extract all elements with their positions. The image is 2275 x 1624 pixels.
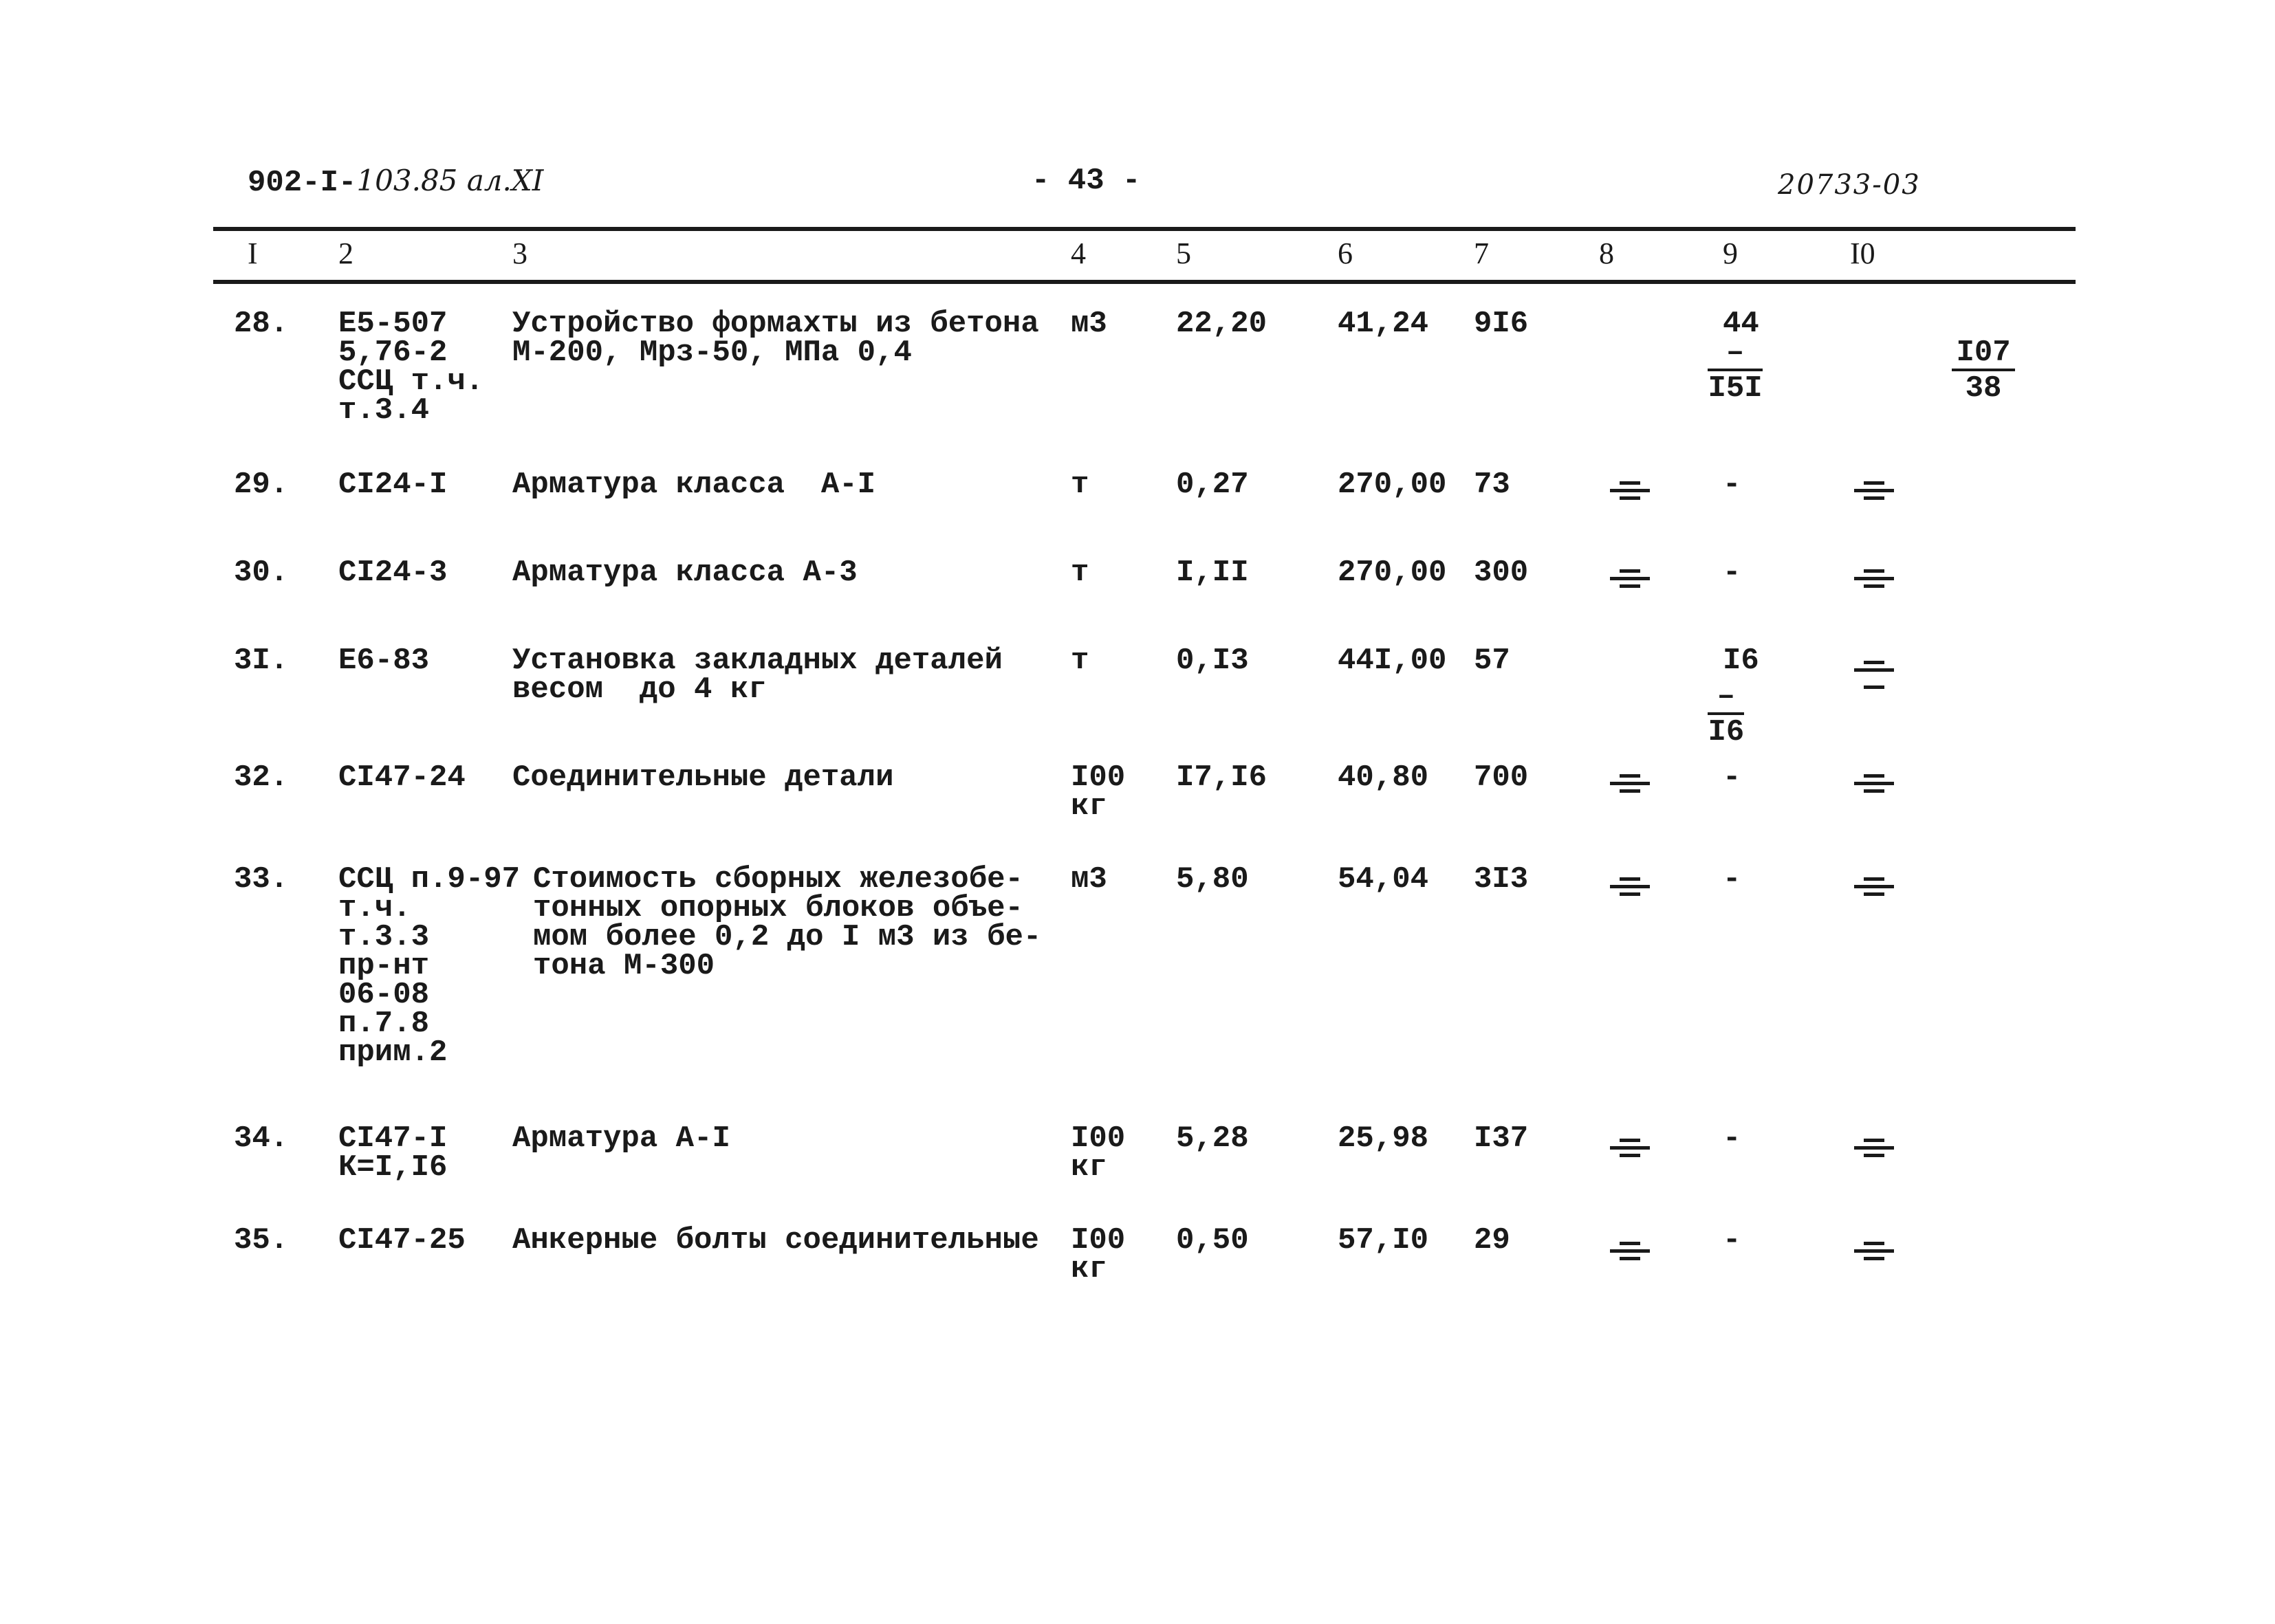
table-header-rule bbox=[213, 280, 2076, 284]
row-number: 35. bbox=[234, 1223, 289, 1258]
row-name: Арматура А-I bbox=[512, 1121, 730, 1156]
row-code: Е6-83 bbox=[338, 644, 430, 678]
doc-code-printed: 902-I- bbox=[248, 166, 357, 200]
row-col10-dash bbox=[1843, 477, 1905, 511]
doc-code bbox=[248, 164, 543, 200]
triple-dash-icon bbox=[1853, 1134, 1895, 1161]
triple-dash-icon bbox=[1853, 1238, 1895, 1264]
row-col8-dash bbox=[1599, 1134, 1661, 1168]
row-unit: м3 bbox=[1071, 307, 1107, 341]
triple-dash-icon bbox=[1853, 873, 1895, 900]
row-col10-dash bbox=[1843, 657, 1905, 700]
row-col8-dash bbox=[1599, 565, 1661, 599]
row-name: Установка закладных деталей весом до 4 кг bbox=[512, 644, 1003, 707]
row-col9: - bbox=[1723, 556, 1741, 590]
column-header-6: 6 bbox=[1338, 237, 1353, 270]
row-col8-dash bbox=[1599, 873, 1661, 907]
column-header-2: 2 bbox=[338, 237, 353, 270]
row-col9: - bbox=[1723, 1121, 1741, 1156]
triple-dash-icon bbox=[1853, 565, 1895, 592]
column-header-8: 8 bbox=[1599, 237, 1614, 270]
row-unit: т bbox=[1071, 468, 1089, 502]
row-quantity: I,II bbox=[1176, 556, 1249, 590]
row-code: СI47-24 bbox=[338, 760, 466, 795]
row-quantity: I7,I6 bbox=[1176, 760, 1267, 795]
row-col9: - bbox=[1723, 862, 1741, 897]
row-price: 270,00 bbox=[1338, 556, 1447, 590]
fraction-denominator: I6 bbox=[1708, 715, 1745, 749]
row-name: Устройство формахты из бетона М-200, Мрз-50, МПа 0,4 bbox=[512, 307, 1039, 370]
row-price: 40,80 bbox=[1338, 760, 1429, 795]
row-total: 73 bbox=[1474, 468, 1510, 502]
double-dash-icon bbox=[1853, 657, 1895, 693]
row-col9: - bbox=[1723, 760, 1741, 795]
row-total: 29 bbox=[1474, 1223, 1510, 1258]
row-quantity: 0,I3 bbox=[1176, 644, 1249, 678]
row-number: 32. bbox=[234, 760, 289, 795]
column-header-5: 5 bbox=[1176, 237, 1191, 270]
row-number: 3I. bbox=[234, 644, 289, 678]
row-col8-dash bbox=[1599, 477, 1661, 511]
row-number: 33. bbox=[234, 862, 289, 897]
page-number: - 43 - bbox=[1032, 164, 1141, 198]
row-total: 700 bbox=[1474, 760, 1529, 795]
row-name: Арматура класса А-3 bbox=[512, 556, 858, 590]
row-unit: т bbox=[1071, 556, 1089, 590]
triple-dash-icon bbox=[1609, 477, 1651, 504]
row-number: 29. bbox=[234, 468, 289, 502]
row-quantity: 22,20 bbox=[1176, 307, 1267, 341]
row-code: ССЦ п.9-97 т.ч. т.3.3 пр-нт 06-08 п.7.8 прим.2 bbox=[338, 862, 521, 1070]
row-quantity: 0,27 bbox=[1176, 468, 1249, 502]
fraction-denominator: I5I bbox=[1708, 371, 1763, 406]
fraction-numerator: – bbox=[1708, 338, 1762, 371]
fraction-denominator: 38 bbox=[1965, 371, 2002, 406]
row-col9: - bbox=[1723, 468, 1741, 502]
row-col10-dash bbox=[1843, 873, 1905, 907]
row-price: 25,98 bbox=[1338, 1121, 1429, 1156]
row-name: Анкерные болты соединительные bbox=[512, 1223, 1039, 1258]
row-quantity: 0,50 bbox=[1176, 1223, 1249, 1258]
row-price: 41,24 bbox=[1338, 307, 1429, 341]
row-col10-dash bbox=[1843, 1134, 1905, 1168]
row-total: 3I3 bbox=[1474, 862, 1529, 897]
fraction-numerator: – bbox=[1708, 682, 1744, 715]
row-price: 57,I0 bbox=[1338, 1223, 1429, 1258]
row-col9: I6 bbox=[1723, 644, 1759, 678]
row-total: 300 bbox=[1474, 556, 1529, 590]
row-code: СI24-3 bbox=[338, 556, 448, 590]
column-header-10: I0 bbox=[1850, 237, 1875, 270]
row-unit: I00 кг bbox=[1071, 1223, 1126, 1286]
row-total: I37 bbox=[1474, 1121, 1529, 1156]
column-header-9: 9 bbox=[1723, 237, 1738, 270]
row-col10-fraction bbox=[1843, 309, 2011, 432]
row-unit: I00 кг bbox=[1071, 760, 1126, 824]
column-header-3: 3 bbox=[512, 237, 527, 270]
row-code: Е5-507 5,76-2 ССЦ т.ч. т.3.4 bbox=[338, 307, 484, 428]
row-name: Соединительные детали bbox=[512, 760, 894, 795]
triple-dash-icon bbox=[1853, 770, 1895, 797]
row-col10-dash bbox=[1843, 770, 1905, 804]
row-number: 28. bbox=[234, 307, 289, 341]
row-number: 30. bbox=[234, 556, 289, 590]
row-price: 54,04 bbox=[1338, 862, 1429, 897]
inventory-number: 20733-03 bbox=[1778, 169, 1921, 201]
triple-dash-icon bbox=[1609, 873, 1651, 900]
row-unit: I00 кг bbox=[1071, 1121, 1126, 1185]
triple-dash-icon bbox=[1609, 770, 1651, 797]
doc-code-handwritten: 103.85 ал.XI bbox=[356, 164, 544, 197]
column-header-7: 7 bbox=[1474, 237, 1489, 270]
row-col8-dash bbox=[1599, 770, 1661, 804]
triple-dash-icon bbox=[1853, 477, 1895, 504]
row-col8-fraction bbox=[1599, 653, 1745, 776]
row-col9: 44 bbox=[1723, 307, 1759, 341]
triple-dash-icon bbox=[1609, 565, 1651, 592]
row-unit: м3 bbox=[1071, 862, 1107, 897]
fraction-numerator: I07 bbox=[1952, 338, 2014, 371]
table-top-rule bbox=[213, 227, 2076, 231]
row-col9: - bbox=[1723, 1223, 1741, 1258]
row-code: СI47-25 bbox=[338, 1223, 466, 1258]
triple-dash-icon bbox=[1609, 1238, 1651, 1264]
triple-dash-icon bbox=[1609, 1134, 1651, 1161]
row-code: СI24-I bbox=[338, 468, 448, 502]
row-quantity: 5,28 bbox=[1176, 1121, 1249, 1156]
row-code: СI47-I К=I,I6 bbox=[338, 1121, 448, 1185]
row-unit: т bbox=[1071, 644, 1089, 678]
row-number: 34. bbox=[234, 1121, 289, 1156]
row-quantity: 5,80 bbox=[1176, 862, 1249, 897]
row-col10-dash bbox=[1843, 565, 1905, 599]
row-price: 44I,00 bbox=[1338, 644, 1447, 678]
row-col10-dash bbox=[1843, 1238, 1905, 1271]
row-price: 270,00 bbox=[1338, 468, 1447, 502]
column-header-4: 4 bbox=[1071, 237, 1086, 270]
row-col8-dash bbox=[1599, 1238, 1661, 1271]
row-total: 57 bbox=[1474, 644, 1510, 678]
row-total: 9I6 bbox=[1474, 307, 1529, 341]
column-header-1: I bbox=[248, 237, 258, 270]
row-name: Арматура класса А-I bbox=[512, 468, 876, 502]
row-name: Стоимость сборных железобе- тонных опорных блоков объе- мом более 0,2 до I м3 из бе- тона М-300 bbox=[533, 862, 1042, 983]
